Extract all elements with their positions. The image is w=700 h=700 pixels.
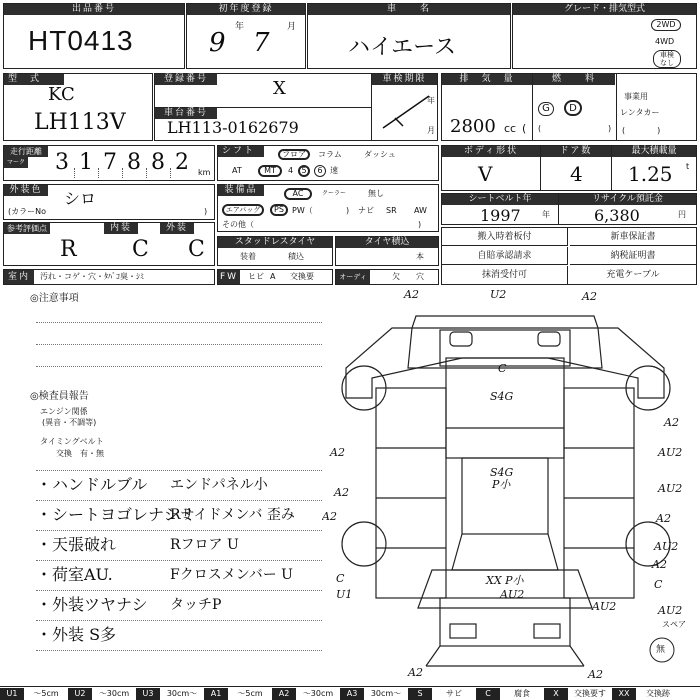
mileage-digit: 8 xyxy=(127,150,141,175)
equipment-none: 無し xyxy=(368,189,384,198)
legend-code: X xyxy=(544,688,568,700)
legend-desc: 〜5cm xyxy=(33,689,59,698)
use-business: 事業用 xyxy=(624,92,648,101)
legend-desc: 交換要す xyxy=(574,689,606,698)
document-item: 充電ケーブル xyxy=(606,270,660,280)
max-load-value: 1.25 xyxy=(628,162,673,186)
inspector-note: ・外装ツヤナシ xyxy=(36,595,148,614)
first-registration-label: 初年度登録 xyxy=(187,4,305,15)
inspector-note: ・外装 S多 xyxy=(36,625,117,644)
studless-fitted: 装着 xyxy=(240,252,256,261)
audio-missing: 欠 xyxy=(392,272,400,281)
studless-loaded: 積込 xyxy=(288,252,304,261)
equipment-aw: AW xyxy=(414,206,427,215)
inspector-note-detail: Fクロスメンバー U xyxy=(170,567,293,583)
document-item: 自賠承認請求 xyxy=(442,247,568,265)
fuel-label: 燃 料 xyxy=(533,74,615,85)
inspection-month-unit: 月 xyxy=(427,126,435,135)
studless-tire-label: スタッドレスタイヤ xyxy=(218,237,332,248)
grade-label: グレード・排気型式 xyxy=(513,4,696,15)
legend-desc: 腐食 xyxy=(514,689,530,698)
damage-mark: U2 xyxy=(490,288,507,301)
lot-number: HT0413 xyxy=(28,25,134,56)
drive-2wd: 2WD xyxy=(651,19,681,31)
damage-mark: XX P小 xyxy=(486,574,524,587)
seatbelt-year: 1997 xyxy=(480,206,521,225)
damage-mark: A2 xyxy=(582,290,597,303)
exterior-score-label: 外装 xyxy=(160,223,194,234)
legend-code: S xyxy=(408,688,432,700)
equipment-cooler: クーラー xyxy=(322,190,347,197)
inspector-note: ・荷室AU. xyxy=(36,565,113,584)
mileage-digit: 1 xyxy=(79,150,93,175)
shift-at: AT xyxy=(232,166,242,175)
equipment-other: その他（ xyxy=(222,220,254,229)
damage-mark: A2 xyxy=(404,288,419,301)
engine-sub: (異音・不調等) xyxy=(42,418,97,427)
windshield-crack: ヒビ xyxy=(248,272,264,281)
equipment-airbag-selected: エアバッグ xyxy=(222,204,264,216)
exterior-score: C xyxy=(188,237,205,262)
model-code: LH113V xyxy=(34,110,126,135)
first-registration-box xyxy=(186,3,306,69)
spare-choice: 無 xyxy=(656,645,666,655)
model-prefix: KC xyxy=(48,84,75,105)
damage-mark: C xyxy=(654,578,663,591)
damage-mark: AU2 xyxy=(658,446,683,459)
shift-5-selected: 5 xyxy=(298,165,310,177)
inspection-strike-mark xyxy=(375,88,435,136)
mileage-digit: 8 xyxy=(151,150,165,175)
legend-desc: 30cm〜 xyxy=(370,689,402,698)
engine-label: エンジン関係 xyxy=(40,407,88,416)
mileage-digit: 7 xyxy=(103,150,117,175)
seatbelt-year-unit: 年 xyxy=(542,210,550,219)
chassis-label: 車台番号 xyxy=(155,108,217,119)
inspector-title: ◎検査員報告 xyxy=(30,391,89,402)
model-box xyxy=(3,73,153,141)
car-name-box xyxy=(307,3,511,69)
equipment-ac-selected: AC xyxy=(284,188,312,200)
legend-code: U1 xyxy=(0,688,24,700)
damage-mark: AU2 xyxy=(658,482,683,495)
spare-label: スペア xyxy=(662,620,686,629)
damage-mark: A2 xyxy=(408,666,423,679)
shift-dash: ダッシュ xyxy=(364,150,396,159)
damage-mark: AU2 xyxy=(654,540,679,553)
windshield-a: A xyxy=(270,272,276,281)
mileage-box xyxy=(3,145,215,181)
legend-desc: 交換跡 xyxy=(646,689,670,698)
inspection-none: 車検 なし xyxy=(653,50,681,68)
shift-4: 4 xyxy=(288,166,294,175)
model-label: 型 式 xyxy=(4,74,64,85)
lot-number-label: 出品番号 xyxy=(4,4,184,15)
doors-label: ドア数 xyxy=(541,146,611,157)
damage-mark: U1 xyxy=(336,588,353,601)
seatbelt-year-label: シートベルト年 xyxy=(442,194,558,205)
displacement-unit: cc xyxy=(504,122,517,135)
windshield-label: FW xyxy=(219,272,239,282)
legend-code: A2 xyxy=(272,688,296,700)
studless-tire-box xyxy=(217,236,333,266)
exterior-color-box: 外装色 シロ (カラーNo ) xyxy=(3,184,215,220)
caution-title: ◎注意事項 xyxy=(30,293,79,304)
exterior-color-value: シロ xyxy=(64,189,97,208)
windshield-box xyxy=(217,269,333,285)
equipment-ps-selected: PS xyxy=(270,204,288,216)
equipment-navi: ナビ xyxy=(358,206,374,215)
displacement-value: 2800 xyxy=(450,116,496,137)
body-box xyxy=(441,145,697,191)
month-unit: 月 xyxy=(287,22,297,32)
damage-mark: A2 xyxy=(664,416,679,429)
timing-belt-label: タイミングベルト xyxy=(40,437,104,446)
damage-mark: A2 xyxy=(334,486,349,499)
inspection-expiry-label: 車検期限 xyxy=(372,74,437,85)
inspector-note-detail: エンドパネル小 xyxy=(170,477,268,493)
grade-box xyxy=(512,3,697,69)
registration-year: 9 xyxy=(209,28,226,58)
equipment-box: 装備品 AC クーラー 無し エアバッグ PS PW（ ) ナビ SR AW その他（ ) xyxy=(217,184,439,232)
body-type-label: ボディ形状 xyxy=(442,146,540,157)
max-load-unit: t xyxy=(686,162,690,171)
mileage-label: 走行距離 xyxy=(4,146,48,157)
grade-score-box xyxy=(3,222,215,266)
interior-score: C xyxy=(132,237,149,262)
shift-floor-selected: フロア xyxy=(278,149,310,160)
plate-label: 登録番号 xyxy=(155,74,217,85)
tire-loaded-box xyxy=(335,236,439,266)
shift-column: コラム xyxy=(318,150,342,159)
registration-box xyxy=(154,73,438,141)
registration-month: 7 xyxy=(253,28,270,58)
legend-bar xyxy=(0,686,700,700)
document-item: 新車保証書 xyxy=(570,228,696,246)
damage-diagram xyxy=(322,288,700,686)
exterior-color-label: 外装色 xyxy=(4,185,48,196)
use-rental: レンタカー xyxy=(620,108,660,117)
document-item: 抹消受付可 xyxy=(442,266,568,284)
equipment-label: 装備品 xyxy=(218,185,264,196)
legend-code: U3 xyxy=(136,688,160,700)
belt-recycle-box xyxy=(441,193,697,225)
reference-score-label: 参考評価点 xyxy=(4,223,50,234)
legend-desc: 〜5cm xyxy=(237,689,263,698)
inspector-note: ・シートヨゴレナシミ xyxy=(36,505,196,524)
legend-code: A1 xyxy=(204,688,228,700)
equipment-sr: SR xyxy=(386,206,397,215)
legend-code: XX xyxy=(612,688,636,700)
doors-value: 4 xyxy=(570,162,583,186)
document-item: 納税証明書 xyxy=(570,247,696,265)
damage-mark: P小 xyxy=(492,478,511,491)
reference-score: R xyxy=(60,237,77,262)
meter-mark-label: マーク xyxy=(4,157,28,168)
inspection-year-unit: 年 xyxy=(427,96,435,105)
windshield-replace: 交換要 xyxy=(290,272,314,281)
plate-value: X xyxy=(273,78,286,99)
damage-mark: A2 xyxy=(330,446,345,459)
damage-mark: S4G xyxy=(490,390,514,403)
damage-mark: A2 xyxy=(656,512,671,525)
damage-mark: AU2 xyxy=(592,600,617,613)
timing-belt-replace: 交換 有・無 xyxy=(56,449,104,458)
engine-fuel-box: 排 気 量 2800 cc ( 燃 料 G D ( ) 事業用 レンタカー ( ) xyxy=(441,73,697,141)
audio-none: 穴 xyxy=(416,272,424,281)
color-number-label: (カラーNo xyxy=(8,207,46,216)
interior-row-label: 室内 xyxy=(4,270,34,284)
damage-mark: S4G xyxy=(490,466,514,479)
car-name-label: 車 名 xyxy=(308,4,510,15)
tire-count-unit: 本 xyxy=(416,252,424,261)
damage-mark: C xyxy=(336,572,345,585)
tire-loaded-label: タイヤ積込 xyxy=(336,237,438,248)
lot-number-box xyxy=(3,3,185,69)
shift-box xyxy=(217,145,439,181)
legend-code: C xyxy=(476,688,500,700)
interior-condition-box xyxy=(3,269,215,285)
inspector-note-detail: Rフロア U xyxy=(170,537,239,553)
mileage-digit: 3 xyxy=(55,150,69,175)
legend-desc: 〜30cm xyxy=(302,689,334,698)
legend-desc: サビ xyxy=(446,689,462,698)
damage-mark: AU2 xyxy=(500,588,525,601)
audio-label: オーディオ xyxy=(336,270,370,284)
fuel-d-selected: D xyxy=(564,100,582,116)
inspector-note: ・天張破れ xyxy=(36,535,117,554)
legend-desc: 30cm〜 xyxy=(166,689,198,698)
inspector-note-detail: Rサイドメンバ 歪み xyxy=(170,507,295,523)
body-type-value: V xyxy=(478,162,493,186)
damage-mark: AU2 xyxy=(658,604,683,617)
documents-box xyxy=(441,227,697,285)
damage-mark: A2 xyxy=(652,558,667,571)
equipment-pw: PW（ xyxy=(292,206,313,215)
damage-mark: A2 xyxy=(322,510,337,523)
shift-mt-selected: MT xyxy=(258,165,282,177)
inspector-note: ・ハンドルブル xyxy=(36,475,148,494)
displacement-label: 排 気 量 xyxy=(442,74,532,85)
shift-6: 6 xyxy=(314,165,326,177)
recycle-deposit-value: 6,380 xyxy=(594,206,640,225)
recycle-deposit-label: リサイクル預託金 xyxy=(559,194,696,205)
year-unit: 年 xyxy=(235,22,245,32)
km-unit: km xyxy=(198,168,211,177)
shift-label: シフト xyxy=(218,146,264,157)
interior-score-label: 内装 xyxy=(104,223,138,234)
mileage-digit: 2 xyxy=(175,150,189,175)
document-item: 搬入時着板付 xyxy=(442,228,568,246)
interior-condition-options: 汚れ・コゲ・穴・ﾀﾊﾞｺ臭・ｼﾐ xyxy=(40,272,144,281)
fuel-g: G xyxy=(538,102,554,116)
damage-mark: A2 xyxy=(588,668,603,681)
recycle-deposit-unit: 円 xyxy=(678,210,686,219)
car-name: ハイエース xyxy=(348,35,457,60)
legend-code: U2 xyxy=(68,688,92,700)
damage-mark: C xyxy=(498,362,507,375)
shift-gears-unit: 速 xyxy=(330,166,338,175)
max-load-label: 最大積載量 xyxy=(612,146,696,157)
drive-4wd: 4WD xyxy=(655,37,675,46)
legend-code: A3 xyxy=(340,688,364,700)
legend-desc: 〜30cm xyxy=(98,689,130,698)
inspector-note-detail: タッチP xyxy=(170,597,222,613)
chassis-number: LH113-0162679 xyxy=(167,118,299,137)
